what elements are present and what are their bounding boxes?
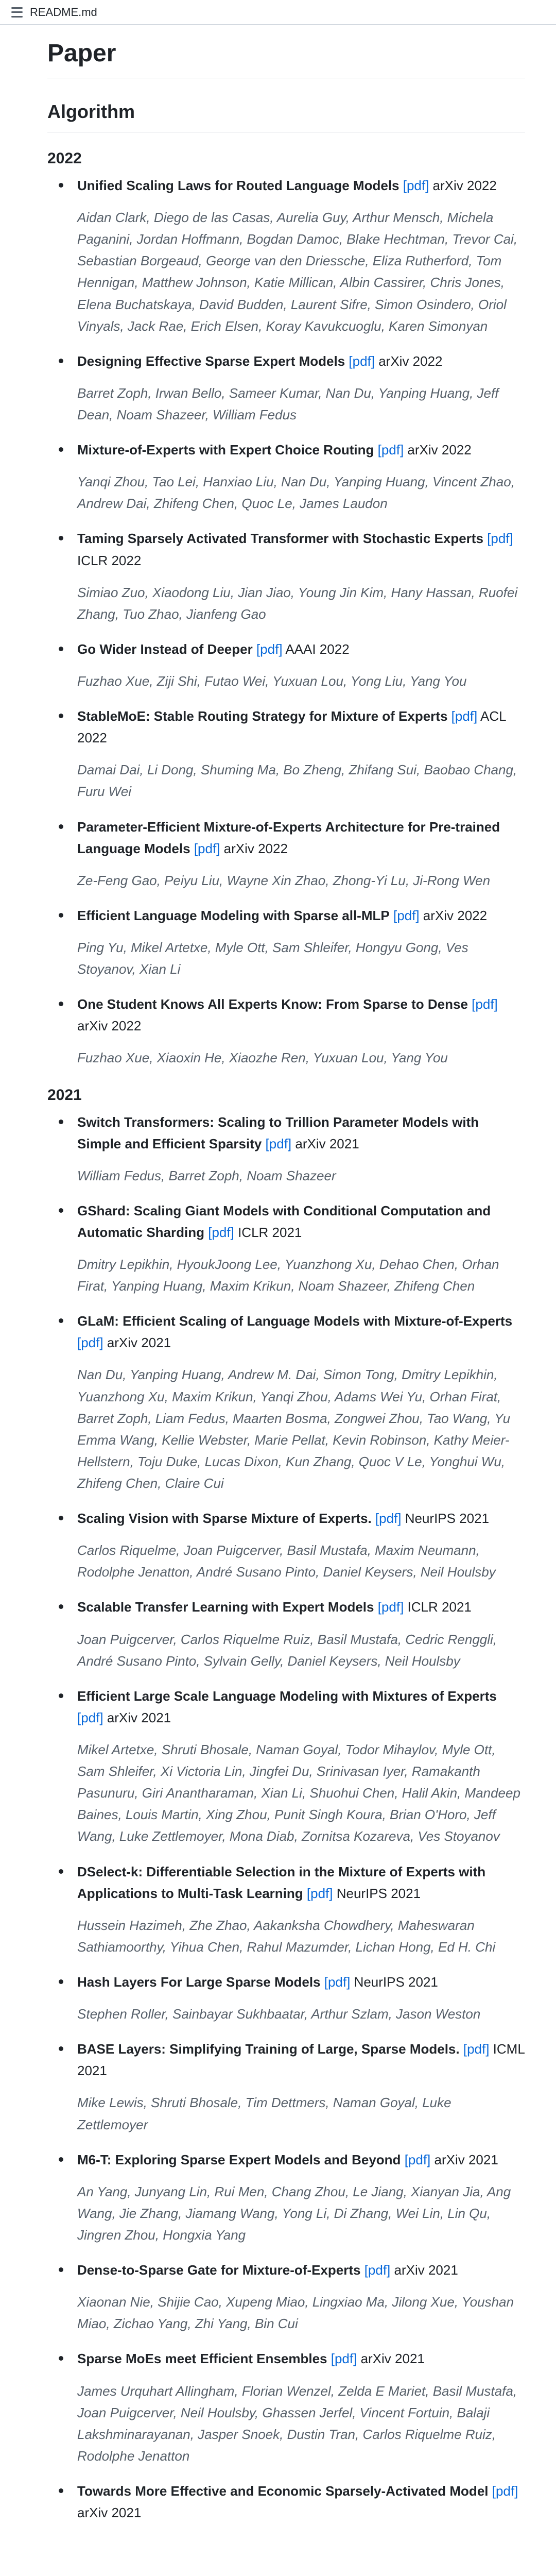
pdf-link[interactable]: [pdf] (208, 1224, 234, 1240)
pdf-link[interactable]: [pdf] (403, 178, 429, 193)
paper-title: Mixture-of-Experts with Expert Choice Routing (77, 442, 374, 458)
paper-title-line (77, 1200, 525, 1243)
paper-venue: arXiv 2022 (77, 1018, 142, 1034)
readme-content (0, 39, 556, 2523)
paper-venue: arXiv 2021 (390, 2262, 458, 2278)
paper-title: Towards More Effective and Economic Sparsely-Activated Model (77, 2483, 489, 2499)
paper-venue: arXiv 2021 (77, 2505, 142, 2521)
paper-authors: William Fedus, Barret Zoph, Noam Shazeer (77, 1167, 336, 1183)
paper-title-line (77, 1310, 525, 1353)
paper-title-line (77, 528, 525, 571)
paper-venue: NeurIPS 2021 (350, 1974, 438, 1990)
page-title: Paper (47, 39, 525, 78)
list-icon[interactable] (11, 7, 23, 18)
paper-title-line (77, 993, 525, 1037)
paper-venue: ICML 2021 (77, 2041, 525, 2079)
paper-title: StableMoE: Stable Routing Strategy for Mixture of Experts (77, 708, 448, 724)
paper-item (47, 993, 525, 1069)
paper-venue: ACL 2022 (77, 708, 506, 746)
pdf-link[interactable]: [pdf] (404, 2151, 431, 2167)
year-heading: 2022 (47, 150, 82, 167)
pdf-link[interactable]: [pdf] (77, 1709, 103, 1725)
paper-title: Taming Sparsely Activated Transformer with Stochastic Experts (77, 531, 483, 547)
paper-venue: arXiv 2022 (419, 907, 488, 923)
paper-authors: Nan Du, Yanping Huang, Andrew M. Dai, Simon Tong, Dmitry Lepikhin, Yuanzhong Xu, Maxim Krikun, Yanqi Zhou, Adams Wei Yu, Orhan Firat, Barret Zoph, Liam Fedus, Maarten Bosma, Zongwei Zhou, Tao Wang, Yu Emma Wang, Kellie Webster, Marie Pellat, Kevin Robinson, Kathy Meier-Hellstern, Toju Duke, Lucas Dixon, Kun Zhang, Quoc V Le, Yonghui Wu, Zhifeng Chen, Claire Cui (77, 1367, 511, 1492)
paper-authors: Ze-Feng Gao, Peiyu Liu, Wayne Xin Zhao, Zhong-Yi Lu, Ji-Rong Wen (77, 872, 491, 888)
paper-title-line (77, 350, 525, 372)
paper-item (47, 1507, 525, 1583)
paper-title-line (77, 1507, 525, 1529)
paper-venue: arXiv 2022 (404, 442, 472, 458)
paper-authors: Xiaonan Nie, Shijie Cao, Xupeng Miao, Lingxiao Ma, Jilong Xue, Youshan Miao, Zichao Yang, Zhi Yang, Bin Cui (77, 2294, 514, 2332)
paper-authors: Mikel Artetxe, Shruti Bhosale, Naman Goyal, Todor Mihaylov, Myle Ott, Sam Shleifer, Xi Victoria Lin, Jingfei Du, Srinivasan Iyer, Ramakanth Pasunuru, Giri Anantharaman, Xian Li, Shuohui Chen, Halil Akin, Mandeep Baines, Louis Martin, Xing Zhou, Punit Singh Koura, Brian O'Horo, Jeff Wang, Luke Zettlemoyer, Mona Diab, Zornitsa Kozareva, Ves Stoyanov (77, 1742, 520, 1844)
paper-authors: Fuzhao Xue, Ziji Shi, Futao Wei, Yuxuan Lou, Yong Liu, Yang You (77, 673, 467, 689)
paper-authors: Hussein Hazimeh, Zhe Zhao, Aakanksha Chowdhery, Maheswaran Sathiamoorthy, Yihua Chen, Rahul Mazumder, Lichan Hong, Ed H. Chi (77, 1917, 496, 1955)
paper-authors: Barret Zoph, Irwan Bello, Sameer Kumar, Nan Du, Yanping Huang, Jeff Dean, Noam Shazeer, William Fedus (77, 385, 499, 422)
paper-venue: arXiv 2021 (357, 2351, 425, 2367)
paper-title-line (77, 439, 525, 461)
paper-title-line (77, 2038, 525, 2081)
paper-item (47, 1971, 525, 2025)
paper-authors: Simiao Zuo, Xiaodong Liu, Jian Jiao, Young Jin Kim, Hany Hassan, Ruofei Zhang, Tuo Zhao, Jianfeng Gao (77, 584, 518, 622)
paper-item (47, 2149, 525, 2246)
paper-item (47, 1200, 525, 1297)
paper-venue: NeurIPS 2021 (333, 1885, 421, 1901)
paper-title: Efficient Large Scale Language Modeling with Mixtures of Experts (77, 1688, 497, 1704)
paper-venue: arXiv 2022 (374, 353, 443, 369)
pdf-link[interactable]: [pdf] (256, 641, 283, 657)
paper-authors: Yanqi Zhou, Tao Lei, Hanxiao Liu, Nan Du, Yanping Huang, Vincent Zhao, Andrew Dai, Zhifeng Chen, Quoc Le, James Laudon (77, 474, 515, 512)
paper-title: GShard: Scaling Giant Models with Conditional Computation and Automatic Sharding (77, 1202, 491, 1240)
paper-authors: Stephen Roller, Sainbayar Sukhbaatar, Arthur Szlam, Jason Weston (77, 2006, 481, 2022)
pdf-link[interactable]: [pdf] (492, 2483, 518, 2499)
paper-title-line (77, 175, 525, 196)
pdf-link[interactable]: [pdf] (451, 708, 478, 724)
paper-authors: Mike Lewis, Shruti Bhosale, Tim Dettmers, Naman Goyal, Luke Zettlemoyer (77, 2095, 451, 2132)
paper-venue: AAAI 2022 (282, 641, 350, 657)
pdf-link[interactable]: [pdf] (194, 840, 220, 856)
paper-title: DSelect-k: Differentiable Selection in the Mixture of Experts with Applications to Multi-Task Learning (77, 1863, 486, 1901)
pdf-link[interactable]: [pdf] (265, 1136, 292, 1151)
paper-title: Go Wider Instead of Deeper (77, 641, 253, 657)
paper-list (47, 175, 525, 1069)
paper-venue: arXiv 2022 (220, 840, 288, 856)
paper-title-line (77, 2480, 525, 2523)
paper-venue: arXiv 2021 (430, 2151, 498, 2167)
paper-item (47, 528, 525, 624)
paper-title-line (77, 1685, 525, 1728)
pdf-link[interactable]: [pdf] (306, 1885, 333, 1901)
paper-authors: Damai Dai, Li Dong, Shuming Ma, Bo Zheng, Zhifang Sui, Baobao Chang, Furu Wei (77, 762, 517, 800)
paper-title-line (77, 905, 525, 926)
pdf-link[interactable]: [pdf] (331, 2351, 357, 2367)
pdf-link[interactable]: [pdf] (487, 531, 513, 547)
paper-title-line (77, 705, 525, 749)
paper-venue: ICLR 2021 (234, 1224, 302, 1240)
paper-item (47, 350, 525, 426)
paper-title: Unified Scaling Laws for Routed Language Models (77, 178, 399, 193)
paper-item (47, 2259, 525, 2334)
section-title: Algorithm (47, 101, 525, 132)
paper-title: Scalable Transfer Learning with Expert Models (77, 1599, 374, 1615)
file-name[interactable]: README.md (30, 5, 97, 19)
pdf-link[interactable]: [pdf] (377, 442, 404, 458)
paper-item (47, 439, 525, 514)
pdf-link[interactable]: [pdf] (377, 1599, 404, 1615)
paper-item (47, 2348, 525, 2467)
paper-title-line (77, 638, 525, 660)
paper-authors: James Urquhart Allingham, Florian Wenzel, Zelda E Mariet, Basil Mustafa, Joan Puigcerver, Neil Houlsby, Ghassen Jerfel, Vincent Fortuin, Balaji Lakshminarayanan, Jasper Snoek, Dustin Tran, Carlos Riquelme Ruiz, Rodolphe Jenatton (77, 2383, 517, 2464)
paper-title: Efficient Language Modeling with Sparse all-MLP (77, 907, 390, 923)
paper-title-line (77, 816, 525, 859)
paper-authors: Joan Puigcerver, Carlos Riquelme Ruiz, Basil Mustafa, Cedric Renggli, André Susano Pinto, Sylvain Gelly, Daniel Keysers, Neil Houlsby (77, 1631, 497, 1669)
paper-venue: ICLR 2022 (77, 552, 142, 568)
paper-title: GLaM: Efficient Scaling of Language Models with Mixture-of-Experts (77, 1313, 513, 1329)
pdf-link[interactable]: [pdf] (375, 1511, 402, 1527)
pdf-link[interactable]: [pdf] (349, 353, 375, 369)
paper-item (47, 1111, 525, 1187)
paper-title: Dense-to-Sparse Gate for Mixture-of-Experts (77, 2262, 361, 2278)
paper-title-line (77, 2149, 525, 2171)
paper-item (47, 1596, 525, 1671)
paper-title: Hash Layers For Large Sparse Models (77, 1974, 321, 1990)
paper-title-line (77, 1861, 525, 1904)
year-sections (47, 150, 525, 2523)
file-header (0, 0, 556, 25)
pdf-link[interactable]: [pdf] (463, 2041, 490, 2057)
paper-authors: Ping Yu, Mikel Artetxe, Myle Ott, Sam Shleifer, Hongyu Gong, Ves Stoyanov, Xian Li (77, 939, 468, 977)
paper-item (47, 705, 525, 802)
paper-authors: An Yang, Junyang Lin, Rui Men, Chang Zhou, Le Jiang, Xianyan Jia, Ang Wang, Jie Zhang, Jiamang Wang, Yong Li, Di Zhang, Wei Lin, Lin Qu, Jingren Zhou, Hongxia Yang (77, 2183, 511, 2243)
paper-item (47, 2480, 525, 2523)
pdf-link[interactable]: [pdf] (324, 1974, 351, 1990)
paper-authors: Aidan Clark, Diego de las Casas, Aurelia Guy, Arthur Mensch, Michela Paganini, Jordan Hoffmann, Bogdan Damoc, Blake Hechtman, Trevor Cai, Sebastian Borgeaud, George van den Driessche, Eliza Rutherford, Tom Hennigan, Matthew Johnson, Katie Millican, Albin Cassirer, Chris Jones, Elena Buchatskaya, David Budden, Laurent Sifre, Simon Osindero, Oriol Vinyals, Jack Rae, Erich Elsen, Koray Kavukcuoglu, Karen Simonyan (77, 210, 518, 334)
paper-title: One Student Knows All Experts Know: From Sparse to Dense (77, 996, 468, 1012)
paper-title: Switch Transformers: Scaling to Trillion Parameter Models with Simple and Efficient Sparsity (77, 1114, 479, 1151)
paper-item (47, 1861, 525, 1958)
paper-title: Sparse MoEs meet Efficient Ensembles (77, 2351, 327, 2367)
paper-list (47, 1111, 525, 2524)
paper-item (47, 2038, 525, 2135)
paper-venue: arXiv 2021 (103, 1335, 171, 1351)
paper-authors: Dmitry Lepikhin, HyoukJoong Lee, Yuanzhong Xu, Dehao Chen, Orhan Firat, Yanping Huang, Maxim Krikun, Noam Shazeer, Zhifeng Chen (77, 1257, 499, 1294)
pdf-link[interactable]: [pdf] (364, 2262, 391, 2278)
paper-title: Designing Effective Sparse Expert Models (77, 353, 345, 369)
pdf-link[interactable]: [pdf] (393, 907, 420, 923)
paper-title-line (77, 1971, 525, 1993)
paper-item (47, 175, 525, 337)
paper-title: Parameter-Efficient Mixture-of-Experts Architecture for Pre-trained Language Models (77, 819, 500, 856)
paper-venue: arXiv 2021 (291, 1136, 359, 1151)
paper-venue: arXiv 2021 (103, 1709, 171, 1725)
paper-title-line (77, 1111, 525, 1155)
paper-title-line (77, 2259, 525, 2281)
paper-title: Scaling Vision with Sparse Mixture of Experts. (77, 1511, 372, 1527)
paper-authors: Fuzhao Xue, Xiaoxin He, Xiaozhe Ren, Yuxuan Lou, Yang You (77, 1050, 448, 1066)
paper-item (47, 816, 525, 891)
paper-item (47, 1685, 525, 1848)
paper-title: M6-T: Exploring Sparse Expert Models and Beyond (77, 2151, 401, 2167)
paper-title-line (77, 2348, 525, 2369)
paper-item (47, 638, 525, 692)
paper-item (47, 1310, 525, 1494)
paper-title: BASE Layers: Simplifying Training of Large, Sparse Models. (77, 2041, 460, 2057)
year-heading: 2021 (47, 1086, 82, 1104)
pdf-link[interactable]: [pdf] (77, 1335, 103, 1351)
paper-venue: arXiv 2022 (429, 178, 497, 193)
pdf-link[interactable]: [pdf] (472, 996, 498, 1012)
paper-authors: Carlos Riquelme, Joan Puigcerver, Basil Mustafa, Maxim Neumann, Rodolphe Jenatton, André Susano Pinto, Daniel Keysers, Neil Houlsby (77, 1543, 496, 1580)
paper-venue: ICLR 2021 (404, 1599, 472, 1615)
paper-item (47, 905, 525, 980)
paper-venue: NeurIPS 2021 (401, 1511, 490, 1527)
paper-title-line (77, 1596, 525, 1618)
